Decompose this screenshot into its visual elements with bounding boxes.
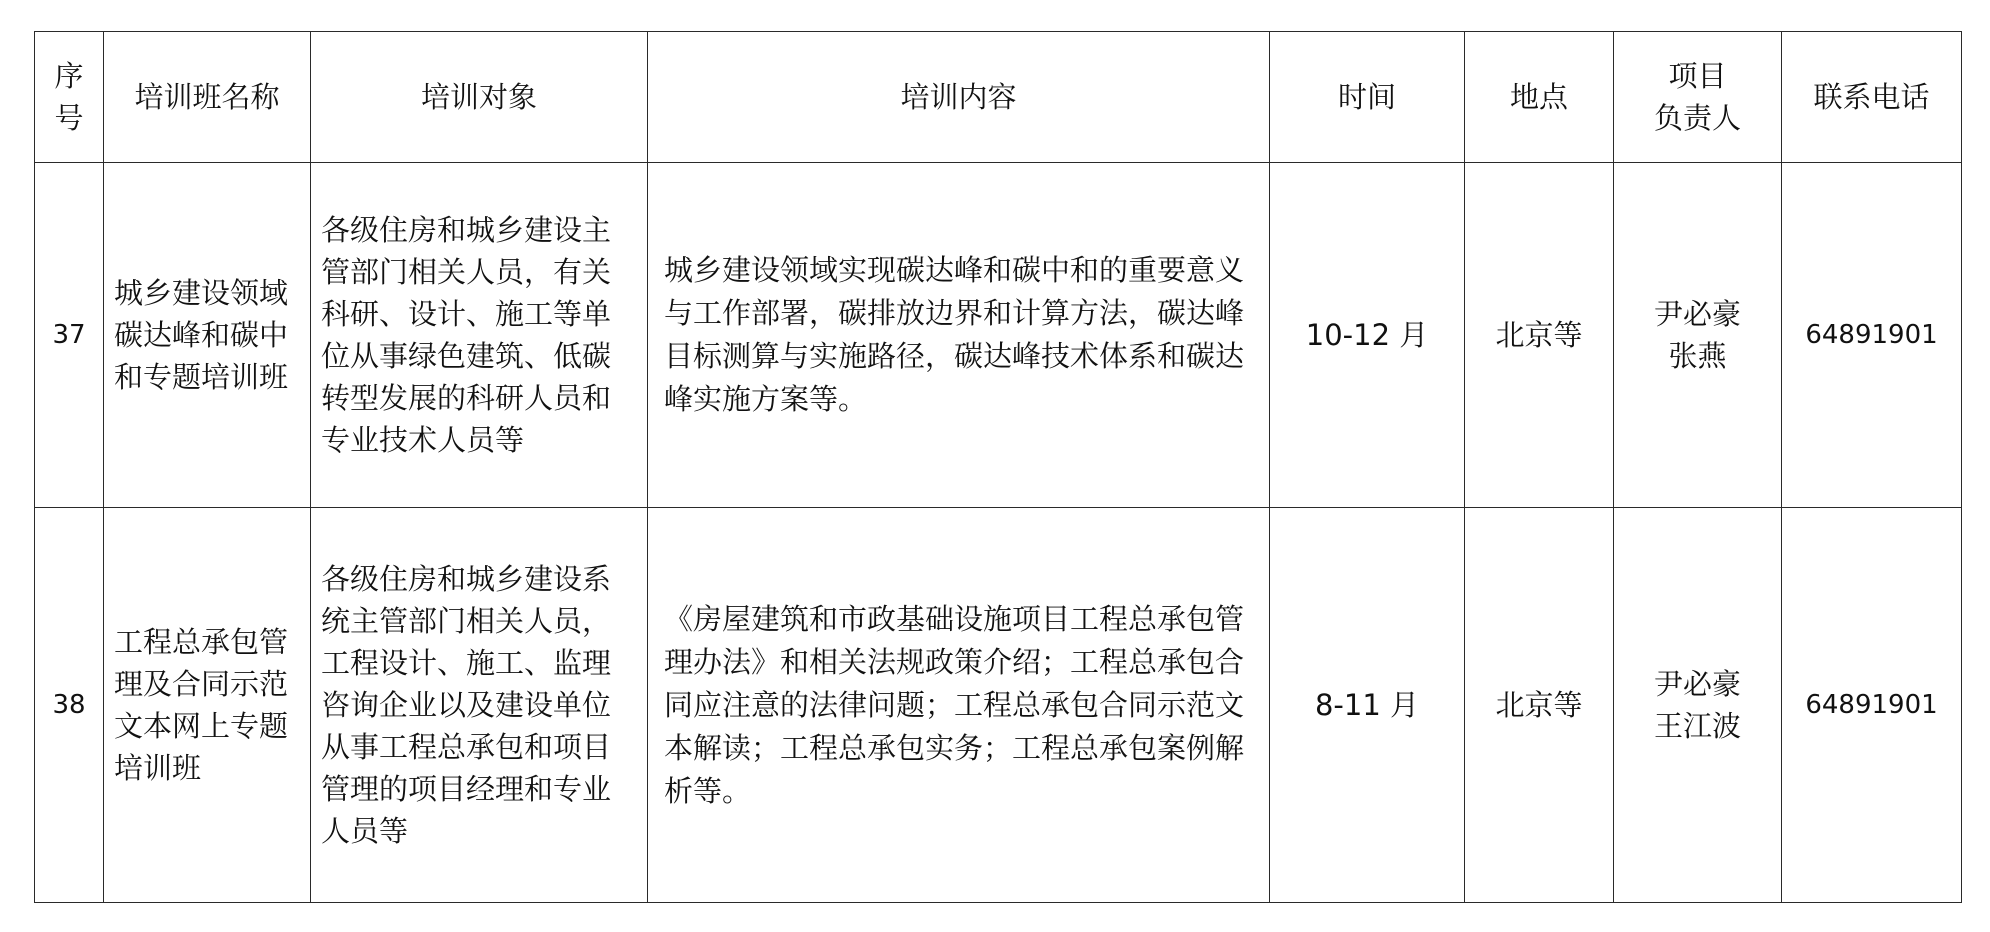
row-phone: 64891901	[1782, 508, 1962, 903]
row-manager-secondary: 张燕	[1668, 339, 1727, 373]
row-audience: 各级住房和城乡建设主管部门相关人员，有关科研、设计、施工等单位从事绿色建筑、低碳转型发展的科研人员和专业技术人员等	[311, 163, 648, 508]
row-phone: 64891901	[1782, 163, 1962, 508]
row-manager	[1614, 163, 1782, 508]
header-content: 培训内容	[648, 32, 1270, 163]
header-phone: 联系电话	[1782, 32, 1962, 163]
row-content: 《房屋建筑和市政基础设施项目工程总承包管理办法》和相关法规政策介绍；工程总承包合同应注意的法律问题；工程总承包合同示范文本解读；工程总承包实务；工程总承包案例解析等。	[648, 508, 1270, 903]
row-manager-primary: 尹必豪	[1653, 667, 1741, 701]
row-index: 38	[35, 508, 104, 903]
header-manager: 项目 负责人	[1614, 32, 1782, 163]
header-audience: 培训对象	[311, 32, 648, 163]
table-header-row	[35, 32, 1962, 163]
header-time: 时间	[1270, 32, 1465, 163]
row-index: 37	[35, 163, 104, 508]
row-course-name: 城乡建设领域碳达峰和碳中和专题培训班	[104, 163, 311, 508]
table-row	[35, 163, 1962, 508]
row-manager-primary: 尹必豪	[1653, 297, 1741, 331]
row-location: 北京等	[1465, 163, 1614, 508]
row-time: 8-11 月	[1270, 508, 1465, 903]
row-manager	[1614, 508, 1782, 903]
training-schedule-table	[34, 31, 1962, 903]
header-location: 地点	[1465, 32, 1614, 163]
row-location: 北京等	[1465, 508, 1614, 903]
header-index: 序 号	[35, 32, 104, 163]
row-content: 城乡建设领域实现碳达峰和碳中和的重要意义与工作部署，碳排放边界和计算方法，碳达峰目标测算与实施路径，碳达峰技术体系和碳达峰实施方案等。	[648, 163, 1270, 508]
row-manager-secondary: 王江波	[1653, 709, 1741, 743]
row-time: 10-12 月	[1270, 163, 1465, 508]
header-course-name: 培训班名称	[104, 32, 311, 163]
row-course-name: 工程总承包管理及合同示范文本网上专题培训班	[104, 508, 311, 903]
table-row	[35, 508, 1962, 903]
row-audience: 各级住房和城乡建设系统主管部门相关人员，工程设计、施工、监理咨询企业以及建设单位从事工程总承包和项目管理的项目经理和专业人员等	[311, 508, 648, 903]
